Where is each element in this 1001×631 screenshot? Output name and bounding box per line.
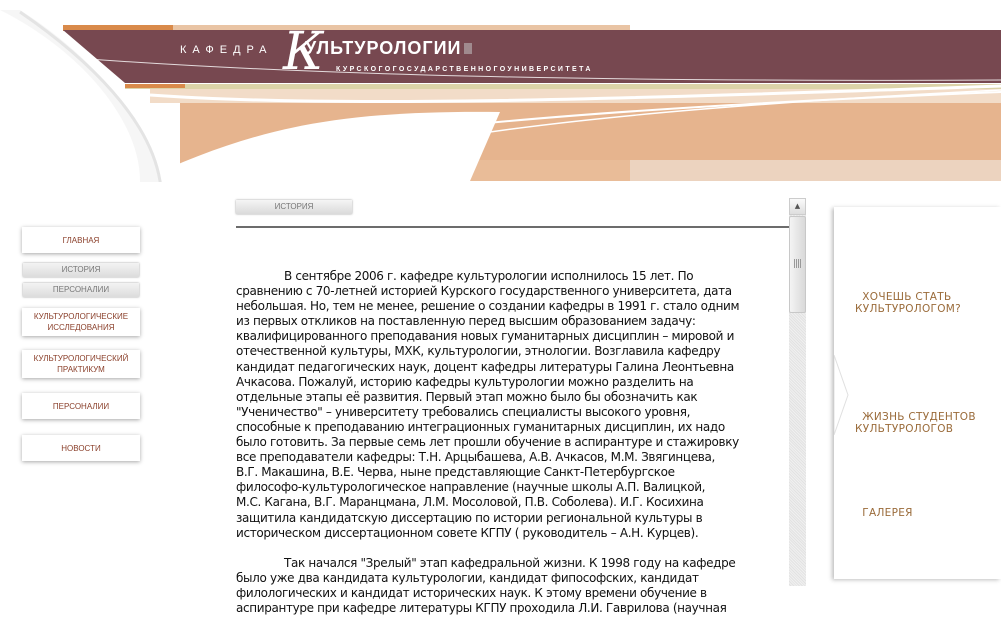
logo-text-culturology <box>305 38 472 59</box>
header-banner <box>0 0 1001 182</box>
nav-culturology-practicum[interactable]: КУЛЬТУРОЛОГИЧЕСКИЙ ПРАКТИКУМ <box>22 350 140 378</box>
text-line: В.Г. Макашина, В.Е. Черва, ныне представляющие Санкт-Петербургское <box>236 465 675 480</box>
text-line: Ачкасова. Пожалуй, историю кафедры культурологии можно разделить на <box>236 374 694 389</box>
paragraph <box>236 269 788 541</box>
text-line: М.С. Кагана, В.Г. Маранцмана, Л.М. Мосоловой, П.В. Соболева). И.Г. Косихина <box>236 495 704 510</box>
link-gallery[interactable]: ГАЛЕРЕЯ <box>855 507 913 519</box>
text-line: было уже два кандидата культурологии, кандидат фипософских, кандидат <box>236 570 699 585</box>
text-line: аспирантуре при кафедре литературы КГПУ проходила Л.И. Гаврилова (научная <box>236 600 727 615</box>
logo-title: УЛЬТУРОЛОГИИ <box>305 38 462 58</box>
link-become-culturologist[interactable]: ХОЧЕШЬ СТАТЬ КУЛЬТУРОЛОГОМ? <box>855 291 962 315</box>
grip-icon <box>794 259 801 268</box>
text-line: сравнению с 70-летней историей Курского государственного университета, дата <box>236 284 732 299</box>
chevron-right-icon <box>834 355 852 435</box>
text-line: отечественной культуры, МХК, культурологии, этнологии. Возглавила кафедру <box>236 344 721 359</box>
text-line: способные к преподаванию интеграционных гуманитарных дисциплин, их надо <box>236 419 725 434</box>
text-line: Так начался "Зрелый" этап кафедральной жизни. К 1998 году на кафедре <box>284 555 736 570</box>
article-text <box>236 269 788 631</box>
nav-personalities[interactable]: ПЕРСОНАЛИИ <box>22 393 140 419</box>
text-line: из первых откликов на поставленную перед высшим образованием задачу: <box>236 314 696 329</box>
text-line: защитила кандидатскую диссертацию по истории региональной культуры в <box>236 510 703 525</box>
logo-square <box>464 43 472 54</box>
divider <box>236 226 789 228</box>
text-line: все преподаватели кафедры: Т.Н. Арцыбашева, А.В. Ачкасов, М.М. Звягинцева, <box>236 450 715 465</box>
scroll-up-arrow-icon[interactable]: ▲ <box>789 198 806 215</box>
nav-culturology-research[interactable]: КУЛЬТУРОЛОГИЧЕСКИЕ ИССЛЕДОВАНИЯ <box>22 308 140 336</box>
text-line: филологических и кандидат исторических наук. К этому времени обучение в <box>236 585 707 600</box>
text-line: квалифицированного преподавания новых гуманитарных дисциплин – мировой и <box>236 329 735 344</box>
logo-text-kafedra: КАФЕДРА <box>180 44 273 56</box>
text-line: кандидат педагогических наук, доцент кафедры литературы Галина Леонтьевна <box>236 359 734 374</box>
logo-letter: К <box>283 22 324 82</box>
nav-sub-personalities[interactable]: ПЕРСОНАЛИИ <box>23 283 139 297</box>
text-line: "Ученичество" – университету требовались специалисты высокого уровня, <box>236 404 691 419</box>
tab-history[interactable]: ИСТОРИЯ <box>236 200 352 214</box>
link-student-life[interactable]: ЖИЗНЬ СТУДЕНТОВ КУЛЬТУРОЛОГОВ <box>855 411 976 435</box>
nav-main[interactable]: ГЛАВНАЯ <box>22 227 140 253</box>
nav-sub-history[interactable]: ИСТОРИЯ <box>23 263 139 277</box>
right-panel <box>834 207 1001 579</box>
text-line: было готовить. За первые семь лет прошли обучение в аспирантуре и стажировку <box>236 435 739 450</box>
logo-text-university: КУРСКОГОГОСУДАРСТВЕННОГОУНИВЕРСИТЕТА <box>336 66 593 73</box>
nav-news[interactable]: НОВОСТИ <box>22 435 140 461</box>
text-line: небольшая. Но, тем не менее, решение о создании кафедры в 1991 г. стало одним <box>236 299 740 314</box>
text-line: философо-культурологическое направление (научные школы А.П. Валицкой, <box>236 480 706 495</box>
text-line: отдельные этапы её развития. Первый этап можно было бы обозначить как <box>236 389 698 404</box>
text-line: историческом диссертационном совете КГПУ ( руководитель – А.Н. Курцев). <box>236 525 699 540</box>
text-line: В сентябре 2006 г. кафедре культурологии исполнилось 15 лет. По <box>284 269 694 283</box>
